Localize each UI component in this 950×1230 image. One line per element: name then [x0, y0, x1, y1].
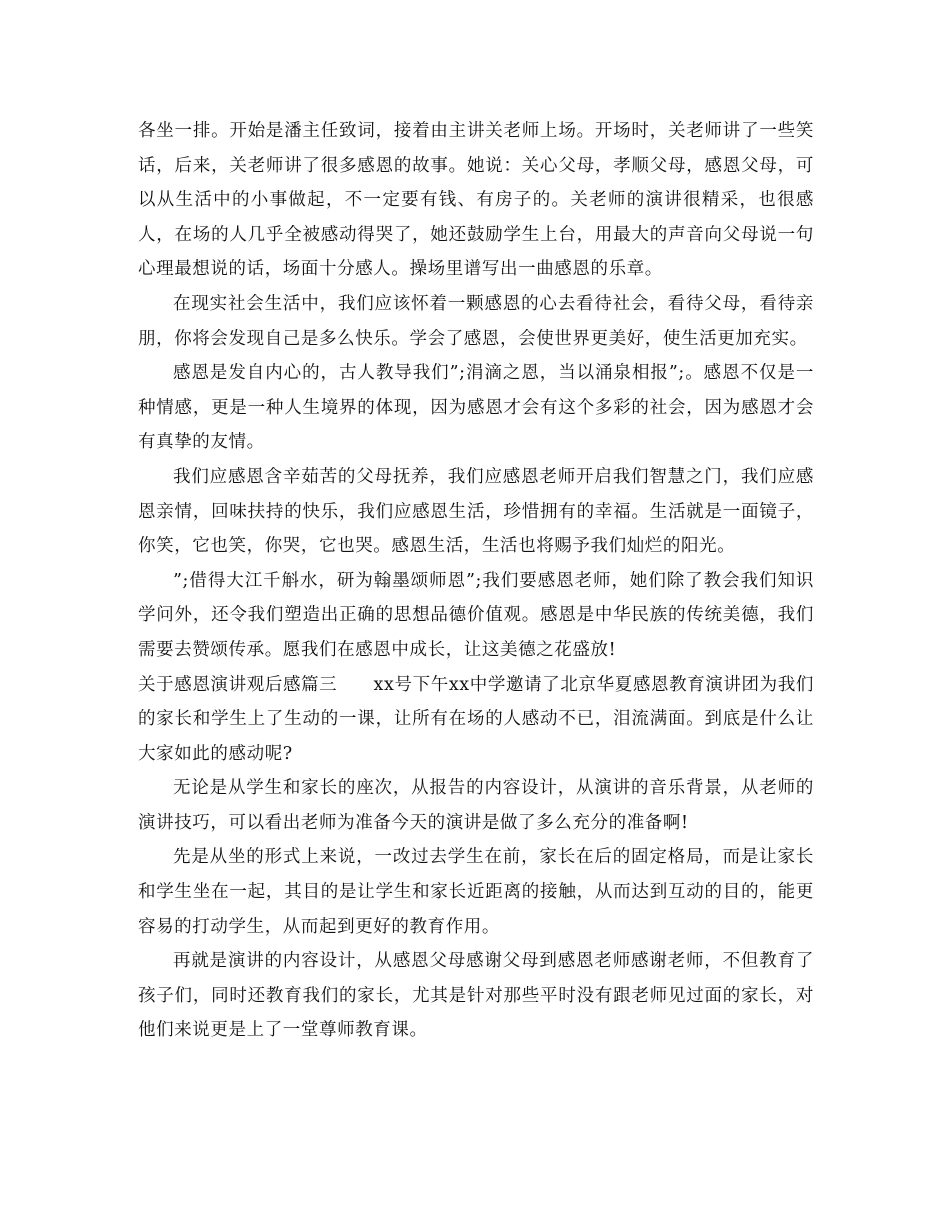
paragraph-3: 感恩是发自内心的，古人教导我们”;涓滴之恩，当以涌泉相报”;。感恩不仅是一种情感，更是一种人生境界的体现，因为感恩才会有这个多彩的社会，因为感恩才会有真挚的友情。 [138, 363, 814, 453]
paragraph-1: 各坐一排。开始是潘主任致词，接着由主讲关老师上场。开场时，关老师讲了一些笑话，后来，关老师讲了很多感恩的故事。她说：关心父母，孝顺父母，感恩父母，可以从生活中的小事做起，不一定要有钱、有房子的。关老师的演讲很精采，也很感人，在场的人几乎全被感动得哭了，她还鼓励学生上台，用最大的声音向父母说一句心理最想说的话，场面十分感人。操场里谱写出一曲感恩的乐章。 [138, 121, 814, 280]
paragraph-9: 再就是演讲的内容设计，从感恩父母感谢父母到感恩老师感谢老师，不但教育了孩子们，同时还教育我们的家长，尤其是针对那些平时没有跟老师见过面的家长，对他们来说更是上了一堂尊师教育课。 [138, 951, 814, 1041]
paragraph-5: ”;借得大江千斛水，研为翰墨颂师恩”;我们要感恩老师，她们除了教会我们知识学问外，还令我们塑造出正确的思想品德价值观。感恩是中华民族的传统美德，我们需要去赞颂传承。愿我们在感恩中成长，让这美德之花盛放! [138, 570, 814, 660]
paragraph-4: 我们应感恩含辛茹苦的父母抚养，我们应感恩老师开启我们智慧之门，我们应感恩亲情，回味扶持的快乐，我们应感恩生活，珍惜拥有的幸福。生活就是一面镜子，你笑，它也笑，你哭，它也哭。感恩生活，生活也将赐予我们灿烂的阳光。 [138, 466, 814, 557]
paragraph-8: 先是从坐的形式上来说，一改过去学生在前，家长在后的固定格局，而是让家长和学生坐在一起，其目的是让学生和家长近距离的接触，从而达到互动的目的，能更容易的打动学生，从而起到更好的教育作用。 [138, 847, 814, 937]
paragraph-6-section-heading: 关于感恩演讲观后感篇三 xx号下午xx中学邀请了北京华夏感恩教育演讲团为我们的家长和学生上了生动的一课，让所有在场的人感动不已，泪流满面。到底是什么让大家如此的感动呢? [138, 674, 814, 764]
paragraph-7: 无论是从学生和家长的座次，从报告的内容设计，从演讲的音乐背景，从老师的演讲技巧，可以看出老师为准备今天的演讲是做了多么充分的准备啊! [138, 778, 814, 833]
paragraph-2: 在现实社会生活中，我们应该怀着一颗感恩的心去看待社会，看待父母，看待亲朋，你将会发现自己是多么快乐。学会了感恩，会使世界更美好，使生活更加充实。 [138, 293, 814, 349]
document-body [138, 114, 814, 1048]
